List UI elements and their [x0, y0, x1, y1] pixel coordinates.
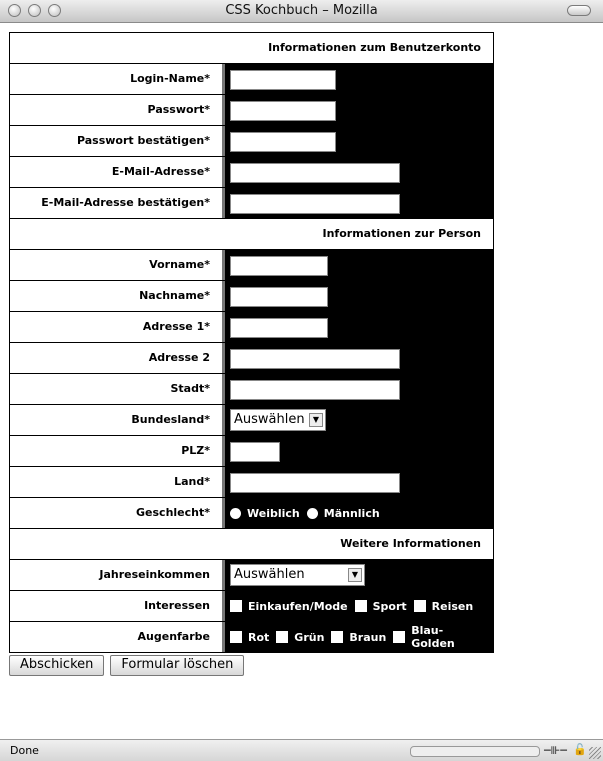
interest-options: [230, 591, 480, 621]
checkbox-rot[interactable]: [230, 631, 242, 643]
row-country: [10, 467, 493, 498]
eyecolor-options: [230, 622, 493, 652]
row-firstname: [10, 250, 493, 281]
country-input[interactable]: [230, 473, 400, 493]
connection-icon: ─⊪─: [544, 744, 567, 757]
submit-button[interactable]: Abschicken: [9, 655, 104, 676]
eyecolor-label: Augenfarbe: [10, 622, 225, 652]
reset-button[interactable]: Formular löschen: [110, 655, 244, 676]
checkbox-einkaufen-label: Einkaufen/Mode: [248, 599, 348, 613]
checkbox-reisen[interactable]: [414, 600, 426, 612]
row-login: [10, 64, 493, 95]
checkbox-sport-label: Sport: [372, 599, 407, 613]
checkbox-blau-golden-label: Blau-Golden: [411, 624, 455, 650]
row-zip: [10, 436, 493, 467]
firstname-label: Vorname*: [10, 250, 225, 280]
status-text: Done: [10, 744, 39, 757]
firstname-input[interactable]: [230, 256, 328, 276]
radio-maennlich[interactable]: [307, 508, 318, 519]
zip-label: PLZ*: [10, 436, 225, 466]
address2-label: Adresse 2: [10, 343, 225, 373]
section-more-header: Weitere Informationen: [10, 529, 493, 560]
checkbox-braun-label: Braun: [349, 630, 387, 644]
checkbox-sport[interactable]: [355, 600, 367, 612]
checkbox-braun[interactable]: [331, 631, 343, 643]
section-account-header: Informationen zum Benutzerkonto: [10, 33, 493, 64]
window-titlebar: [0, 0, 603, 23]
address1-input[interactable]: [230, 318, 328, 338]
address1-label: Adresse 1*: [10, 312, 225, 342]
row-gender: [10, 498, 493, 529]
row-address1: [10, 312, 493, 343]
lastname-input[interactable]: [230, 287, 328, 307]
interests-label: Interessen: [10, 591, 225, 621]
checkbox-gruen-label: Grün: [294, 630, 325, 644]
row-password-confirm: [10, 126, 493, 157]
checkbox-blau-golden[interactable]: [393, 631, 405, 643]
gender-label: Geschlecht*: [10, 498, 225, 528]
registration-form: [9, 32, 494, 653]
city-input[interactable]: [230, 380, 400, 400]
row-interests: [10, 591, 493, 622]
email-label: E-Mail-Adresse*: [10, 157, 225, 187]
row-state: [10, 405, 493, 436]
password-confirm-label: Passwort bestätigen*: [10, 126, 225, 156]
row-city: [10, 374, 493, 405]
email-confirm-input[interactable]: [230, 194, 400, 214]
radio-maennlich-label: Männlich: [323, 506, 380, 520]
chevron-down-icon: ▼: [309, 413, 323, 427]
address2-input[interactable]: [230, 349, 400, 369]
gender-options: [230, 498, 387, 528]
resize-grip-icon[interactable]: [589, 747, 601, 759]
password-input[interactable]: [230, 101, 336, 121]
form-buttons: [9, 655, 250, 676]
country-label: Land*: [10, 467, 225, 497]
email-input[interactable]: [230, 163, 400, 183]
income-label: Jahreseinkommen: [10, 560, 225, 590]
progress-bar: [410, 746, 540, 757]
income-select[interactable]: [230, 564, 365, 586]
row-eyecolor: [10, 622, 493, 652]
password-label: Passwort*: [10, 95, 225, 125]
window-title: CSS Kochbuch – Mozilla: [225, 3, 378, 18]
city-label: Stadt*: [10, 374, 225, 404]
lastname-label: Nachname*: [10, 281, 225, 311]
toolbar-toggle-icon[interactable]: [567, 5, 591, 16]
page-content: [0, 23, 603, 739]
row-email: [10, 157, 493, 188]
income-select-value: Auswählen: [234, 567, 305, 582]
state-select[interactable]: [230, 409, 326, 431]
status-bar: [0, 739, 603, 761]
checkbox-rot-label: Rot: [248, 630, 270, 644]
checkbox-reisen-label: Reisen: [431, 599, 474, 613]
radio-weiblich[interactable]: [230, 508, 241, 519]
radio-weiblich-label: Weiblich: [247, 506, 300, 520]
row-income: [10, 560, 493, 591]
lock-icon: 🔓: [573, 743, 587, 756]
state-select-value: Auswählen: [234, 412, 305, 427]
zip-input[interactable]: [230, 442, 280, 462]
row-password: [10, 95, 493, 126]
checkbox-einkaufen[interactable]: [230, 600, 242, 612]
chevron-down-icon: ▼: [348, 568, 362, 582]
login-label: Login-Name*: [10, 64, 225, 94]
state-label: Bundesland*: [10, 405, 225, 435]
row-address2: [10, 343, 493, 374]
checkbox-gruen[interactable]: [276, 631, 288, 643]
section-person-header: Informationen zur Person: [10, 219, 493, 250]
row-lastname: [10, 281, 493, 312]
row-email-confirm: [10, 188, 493, 219]
email-confirm-label: E-Mail-Adresse bestätigen*: [10, 188, 225, 218]
password-confirm-input[interactable]: [230, 132, 336, 152]
login-input[interactable]: [230, 70, 336, 90]
